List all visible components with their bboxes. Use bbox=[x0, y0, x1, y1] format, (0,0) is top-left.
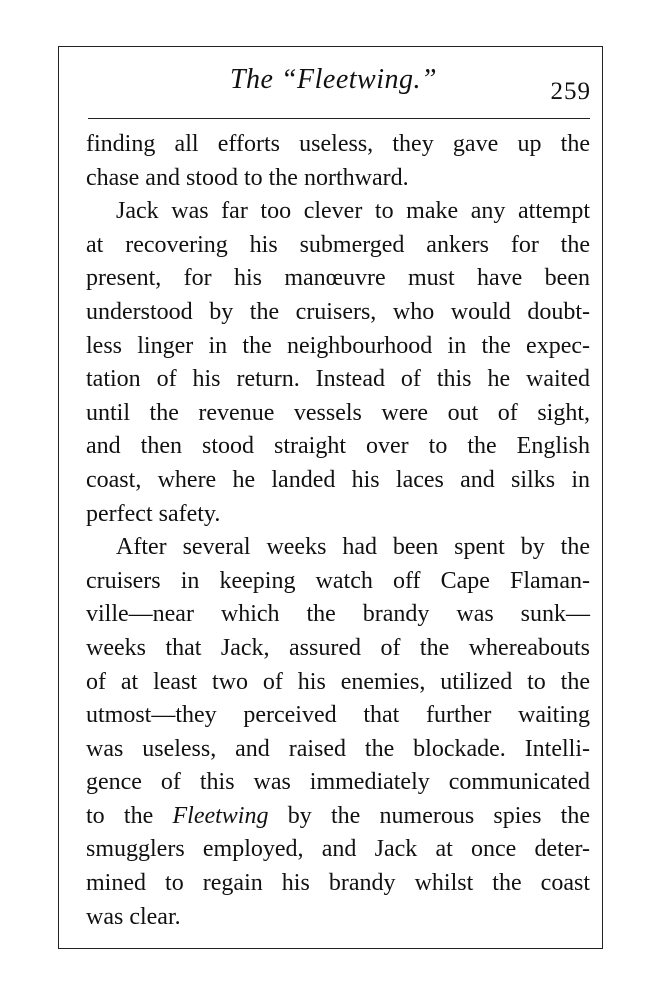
text-line: cruisers in keeping watch off Cape Flaman- bbox=[86, 567, 590, 594]
text-line: perfect safety. bbox=[86, 500, 221, 527]
text-line: was clear. bbox=[86, 903, 181, 930]
text-line: smugglers employed, and Jack at once deter- bbox=[86, 836, 590, 863]
text-line: mined to regain his brandy whilst the coast bbox=[86, 870, 590, 897]
body-text bbox=[86, 128, 590, 934]
text-line: less linger in the neighbourhood in the expec- bbox=[86, 332, 590, 359]
text-line: tation of his return. Instead of this he waited bbox=[86, 366, 590, 393]
text-line: finding all efforts useless, they gave up the bbox=[86, 131, 590, 157]
text-line: present, for his manœuvre must have been bbox=[86, 265, 590, 292]
text-line: chase and stood to the northward. bbox=[86, 164, 409, 191]
text-line: and then stood straight over to the English bbox=[86, 433, 590, 460]
text-line: at recovering his submerged ankers for the bbox=[86, 231, 590, 258]
text-segment: to the bbox=[86, 802, 173, 829]
page-number: 259 bbox=[550, 78, 591, 105]
text-line: was useless, and raised the blockade. Intelli- bbox=[86, 735, 590, 762]
text-line: weeks that Jack, assured of the whereabouts bbox=[86, 634, 590, 661]
text-line: gence of this was immediately communicated bbox=[86, 769, 590, 796]
text-line-with-ship-name bbox=[86, 800, 590, 834]
header-rule bbox=[88, 118, 590, 119]
ship-name: Fleetwing bbox=[172, 802, 269, 829]
text-line: of at least two of his enemies, utilized to the bbox=[86, 668, 590, 695]
text-line: until the revenue vessels were out of sight, bbox=[86, 399, 590, 426]
text-line: understood by the cruisers, who would doubt- bbox=[86, 298, 590, 325]
running-header bbox=[0, 60, 667, 110]
text-line: After several weeks had been spent by the bbox=[116, 534, 590, 561]
text-segment: by the numerous spies the bbox=[268, 802, 590, 829]
text-line: Jack was far too clever to make any attempt bbox=[116, 198, 590, 225]
text-line: ville—near which the brandy was sunk— bbox=[86, 601, 590, 628]
text-line: utmost—they perceived that further waiting bbox=[86, 702, 590, 729]
text-line: coast, where he landed his laces and silks in bbox=[86, 466, 590, 493]
running-title: The “Fleetwing.” bbox=[229, 64, 438, 95]
